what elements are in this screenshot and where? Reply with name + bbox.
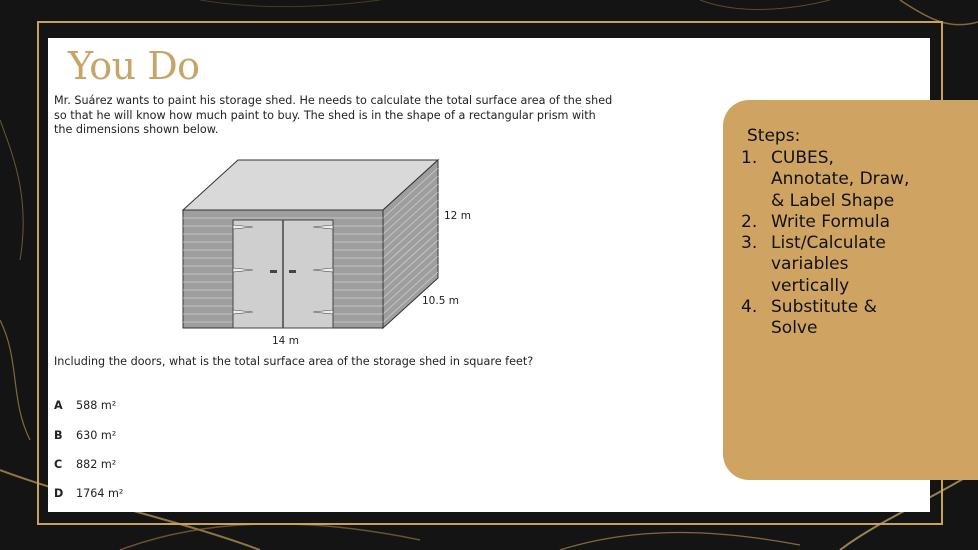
choice-text: 1764 m² (76, 487, 124, 500)
step-text: List/Calculate variables vertically (771, 233, 886, 296)
step-text: CUBES, Annotate, Draw, & Label Shape (771, 148, 910, 211)
step-number: 2. (741, 211, 758, 232)
answer-choice-b[interactable] (54, 429, 116, 442)
steps-title: Steps: (747, 126, 801, 146)
answer-choice-c[interactable] (54, 458, 116, 471)
choice-letter: D (54, 487, 64, 500)
steps-list (741, 148, 921, 340)
question-text: Including the doors, what is the total surface area of the storage shed in square feet? (54, 355, 534, 368)
slide-title: You Do (68, 44, 200, 88)
answer-choice-a[interactable] (54, 399, 116, 412)
choice-text: 882 m² (76, 458, 117, 471)
step-number: 4. (741, 297, 758, 318)
choice-text: 630 m² (76, 429, 117, 442)
choice-letter: C (54, 458, 63, 471)
choice-letter: B (54, 429, 63, 442)
problem-text: Mr. Suárez wants to paint his storage shed. He needs to calculate the total surface area of the shed so that he will know how much paint to buy. The shed is in the shape of a rectangular prism with the dimensions shown below. (54, 94, 613, 136)
step-text: Substitute & Solve (771, 297, 877, 339)
length-label: 14 m (272, 335, 299, 347)
step-item (741, 233, 921, 297)
depth-label: 10.5 m (422, 295, 459, 307)
choice-letter: A (54, 399, 63, 412)
answer-choice-d[interactable] (54, 487, 123, 500)
choice-text: 588 m² (76, 399, 117, 412)
step-item (741, 148, 921, 212)
step-item (741, 297, 921, 340)
height-label: 12 m (444, 210, 471, 222)
step-number: 3. (741, 233, 758, 254)
shed-diagram (178, 158, 448, 338)
step-text: Write Formula (771, 211, 891, 232)
steps-panel (723, 100, 978, 480)
step-number: 1. (741, 148, 758, 168)
step-item (741, 212, 921, 233)
